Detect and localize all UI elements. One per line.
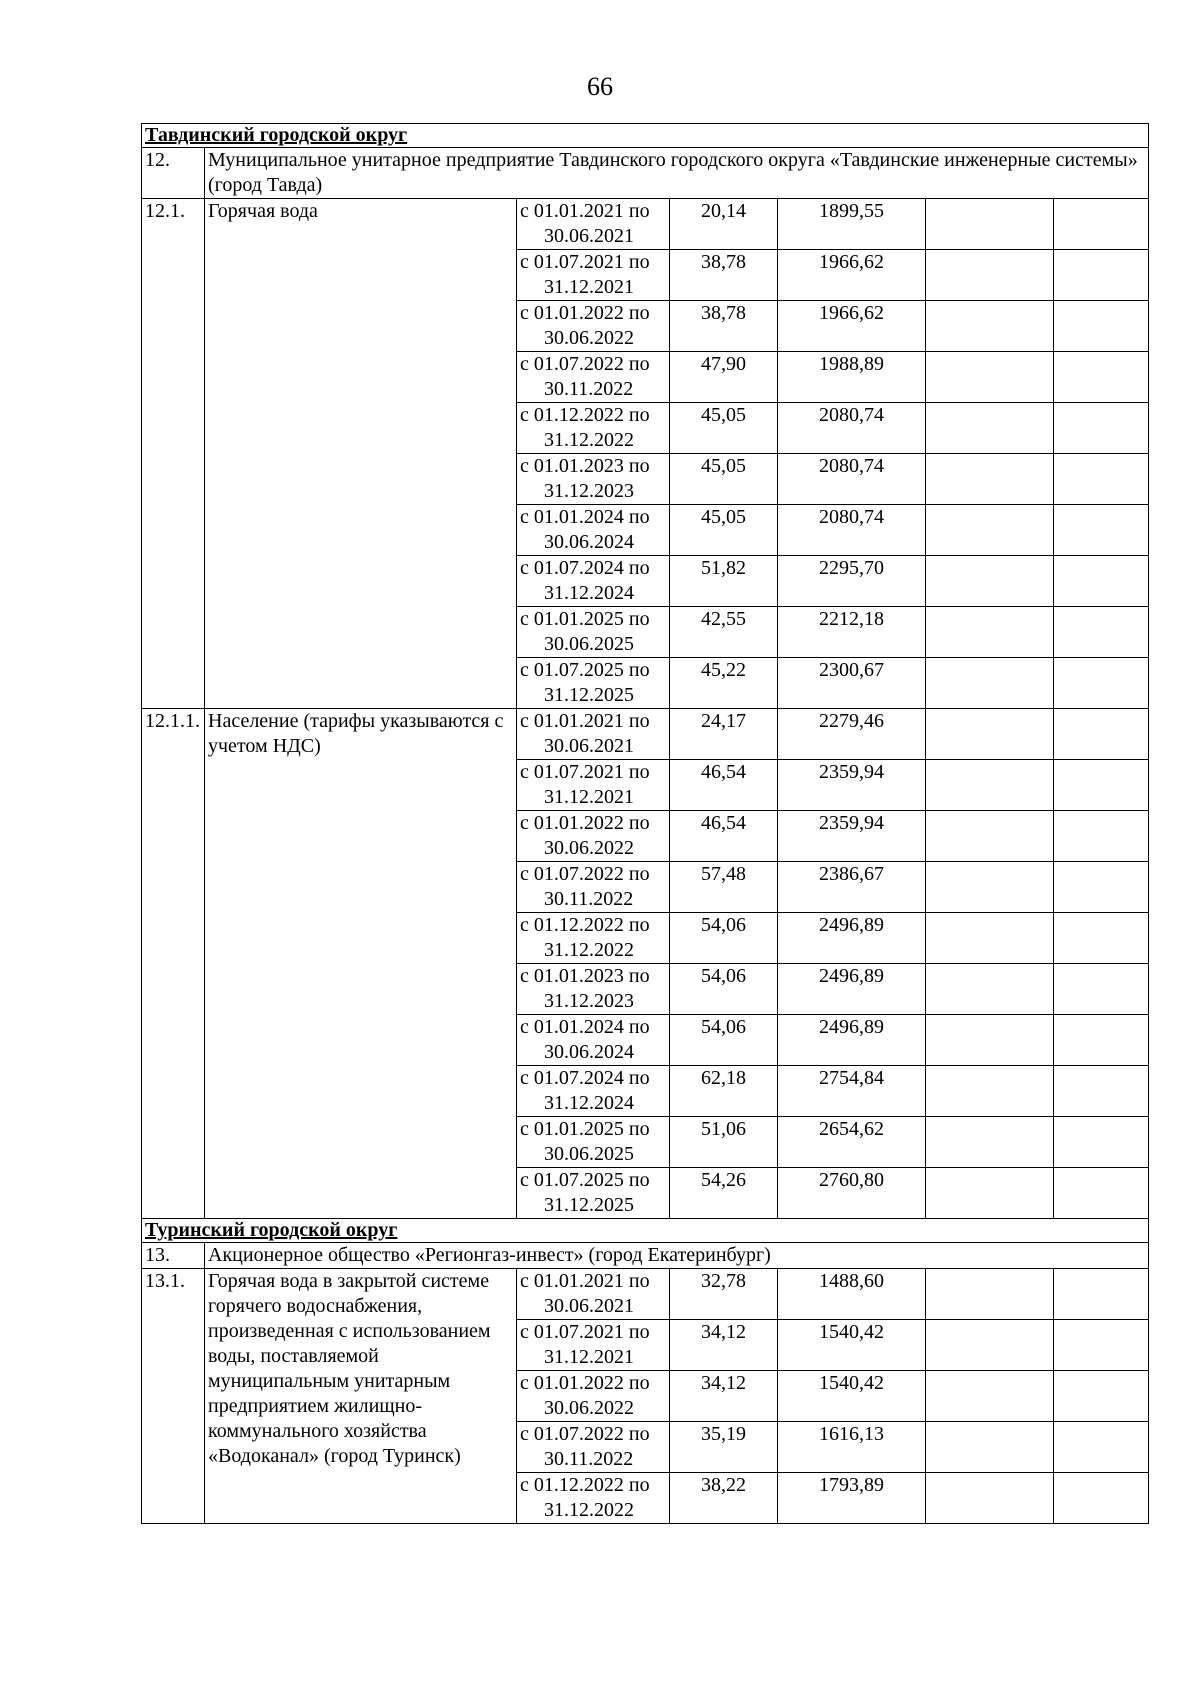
- period-cell: [517, 1117, 670, 1168]
- period-to: 30.06.2022: [544, 837, 634, 859]
- tariff-value-1: 45,05: [670, 505, 778, 556]
- period-cell: [517, 760, 670, 811]
- empty-cell: [926, 811, 1054, 862]
- period-from: с 01.01.2025 по: [520, 608, 650, 630]
- section-header-row: [142, 1219, 1149, 1243]
- tariff-value-2: 1540,42: [778, 1371, 926, 1422]
- empty-cell: [926, 913, 1054, 964]
- period-cell: [517, 913, 670, 964]
- period-cell: [517, 658, 670, 709]
- tariff-value-2: 1988,89: [778, 352, 926, 403]
- tariff-value-1: 54,26: [670, 1168, 778, 1219]
- empty-cell: [926, 1015, 1054, 1066]
- tariff-row: [142, 199, 1149, 250]
- empty-cell: [1054, 1371, 1149, 1422]
- tariff-value-2: 1899,55: [778, 199, 926, 250]
- period-to: 30.06.2022: [544, 1397, 634, 1419]
- empty-cell: [926, 250, 1054, 301]
- period-to: 30.11.2022: [544, 1448, 634, 1470]
- page-number: 66: [587, 72, 613, 101]
- empty-cell: [1054, 862, 1149, 913]
- empty-cell: [926, 403, 1054, 454]
- item-number: 12.1.1.: [142, 709, 205, 1219]
- section-header-row: [142, 124, 1149, 148]
- empty-cell: [1054, 1269, 1149, 1320]
- section-title: Тавдинский городской округ: [142, 124, 1149, 148]
- empty-cell: [926, 607, 1054, 658]
- empty-cell: [926, 1371, 1054, 1422]
- item-name: Население (тарифы указываются с учетом НДС): [205, 709, 517, 1219]
- empty-cell: [1054, 1168, 1149, 1219]
- period-to: 30.06.2024: [544, 531, 634, 553]
- tariff-value-1: 20,14: [670, 199, 778, 250]
- empty-cell: [926, 1473, 1054, 1524]
- tariff-value-1: 57,48: [670, 862, 778, 913]
- empty-cell: [1054, 964, 1149, 1015]
- empty-cell: [1054, 301, 1149, 352]
- tariff-value-1: 34,12: [670, 1320, 778, 1371]
- tariff-value-2: 2496,89: [778, 1015, 926, 1066]
- period-cell: [517, 454, 670, 505]
- section-title: Туринский городской округ: [142, 1219, 1149, 1243]
- tariff-value-2: 2212,18: [778, 607, 926, 658]
- tariff-value-1: 38,78: [670, 250, 778, 301]
- tariff-value-2: 2300,67: [778, 658, 926, 709]
- organization-row: [142, 148, 1149, 199]
- item-number: 13.1.: [142, 1269, 205, 1524]
- tariff-value-1: 45,05: [670, 403, 778, 454]
- tariff-value-2: 2080,74: [778, 454, 926, 505]
- period-to: 30.06.2025: [544, 633, 634, 655]
- tariff-value-2: 2279,46: [778, 709, 926, 760]
- empty-cell: [1054, 250, 1149, 301]
- empty-cell: [1054, 403, 1149, 454]
- tariff-value-1: 46,54: [670, 760, 778, 811]
- organization-number: 13.: [142, 1243, 205, 1269]
- period-to: 31.12.2025: [544, 684, 634, 706]
- tariff-value-1: 34,12: [670, 1371, 778, 1422]
- period-to: 30.06.2024: [544, 1041, 634, 1063]
- empty-cell: [1054, 1473, 1149, 1524]
- period-to: 30.11.2022: [544, 378, 634, 400]
- period-to: 30.06.2021: [544, 225, 634, 247]
- tariff-value-2: 2754,84: [778, 1066, 926, 1117]
- item-name: Горячая вода в закрытой системе горячего водоснабжения, произведенная с использованием воды, поставляемой муниципальным унитарным предприятием жилищно-коммунального хозяйства «Водоканал» (город Туринск): [205, 1269, 517, 1524]
- item-name: Горячая вода: [205, 199, 517, 709]
- tariff-value-2: 2760,80: [778, 1168, 926, 1219]
- tariff-row: [142, 1269, 1149, 1320]
- period-cell: [517, 199, 670, 250]
- period-to: 31.12.2021: [544, 786, 634, 808]
- empty-cell: [926, 760, 1054, 811]
- period-from: с 01.01.2021 по: [520, 1270, 650, 1292]
- empty-cell: [926, 1269, 1054, 1320]
- empty-cell: [926, 1066, 1054, 1117]
- empty-cell: [926, 199, 1054, 250]
- tariff-value-1: 38,22: [670, 1473, 778, 1524]
- period-from: с 01.12.2022 по: [520, 914, 650, 936]
- organization-name: Акционерное общество «Регионгаз-инвест» (город Екатеринбург): [205, 1243, 1149, 1269]
- empty-cell: [1054, 1066, 1149, 1117]
- empty-cell: [926, 1422, 1054, 1473]
- empty-cell: [926, 556, 1054, 607]
- tariff-value-1: 45,05: [670, 454, 778, 505]
- period-to: 31.12.2025: [544, 1194, 634, 1216]
- empty-cell: [1054, 658, 1149, 709]
- tariff-value-1: 54,06: [670, 913, 778, 964]
- tariff-value-2: 2654,62: [778, 1117, 926, 1168]
- period-to: 31.12.2024: [544, 582, 634, 604]
- tariff-value-1: 51,06: [670, 1117, 778, 1168]
- period-to: 31.12.2024: [544, 1092, 634, 1114]
- empty-cell: [1054, 607, 1149, 658]
- period-cell: [517, 505, 670, 556]
- period-from: с 01.07.2025 по: [520, 1169, 650, 1191]
- period-from: с 01.01.2025 по: [520, 1118, 650, 1140]
- period-from: с 01.07.2021 по: [520, 761, 650, 783]
- period-cell: [517, 301, 670, 352]
- tariff-value-1: 47,90: [670, 352, 778, 403]
- tariff-value-2: 1540,42: [778, 1320, 926, 1371]
- period-cell: [517, 1269, 670, 1320]
- empty-cell: [1054, 352, 1149, 403]
- period-to: 31.12.2023: [544, 990, 634, 1012]
- tariff-value-1: 46,54: [670, 811, 778, 862]
- period-from: с 01.07.2022 по: [520, 353, 650, 375]
- period-cell: [517, 1320, 670, 1371]
- empty-cell: [926, 301, 1054, 352]
- period-from: с 01.07.2024 по: [520, 557, 650, 579]
- period-from: с 01.01.2024 по: [520, 1016, 650, 1038]
- empty-cell: [926, 1168, 1054, 1219]
- period-to: 31.12.2022: [544, 939, 634, 961]
- tariff-value-2: 1966,62: [778, 250, 926, 301]
- tariff-value-2: 2295,70: [778, 556, 926, 607]
- tariff-value-1: 62,18: [670, 1066, 778, 1117]
- period-to: 31.12.2021: [544, 276, 634, 298]
- empty-cell: [1054, 199, 1149, 250]
- period-cell: [517, 556, 670, 607]
- period-to: 30.06.2021: [544, 735, 634, 757]
- period-cell: [517, 250, 670, 301]
- period-from: с 01.07.2022 по: [520, 1423, 650, 1445]
- tariff-value-1: 54,06: [670, 964, 778, 1015]
- period-cell: [517, 352, 670, 403]
- item-number: 12.1.: [142, 199, 205, 709]
- empty-cell: [1054, 1422, 1149, 1473]
- period-from: с 01.07.2022 по: [520, 863, 650, 885]
- tariff-row: [142, 709, 1149, 760]
- tariff-value-2: 2359,94: [778, 811, 926, 862]
- empty-cell: [1054, 913, 1149, 964]
- period-cell: [517, 1473, 670, 1524]
- period-from: с 01.01.2021 по: [520, 200, 650, 222]
- period-to: 31.12.2023: [544, 480, 634, 502]
- empty-cell: [926, 862, 1054, 913]
- period-cell: [517, 862, 670, 913]
- tariff-value-2: 1488,60: [778, 1269, 926, 1320]
- period-to: 31.12.2022: [544, 1499, 634, 1521]
- tariff-value-1: 45,22: [670, 658, 778, 709]
- period-cell: [517, 1066, 670, 1117]
- period-from: с 01.01.2023 по: [520, 965, 650, 987]
- empty-cell: [926, 1117, 1054, 1168]
- empty-cell: [1054, 505, 1149, 556]
- period-to: 30.06.2025: [544, 1143, 634, 1165]
- period-from: с 01.07.2021 по: [520, 251, 650, 273]
- period-from: с 01.01.2022 по: [520, 302, 650, 324]
- period-cell: [517, 964, 670, 1015]
- tariff-value-2: 1616,13: [778, 1422, 926, 1473]
- tariff-value-2: 2386,67: [778, 862, 926, 913]
- period-cell: [517, 1168, 670, 1219]
- tariff-table: [141, 123, 1149, 1524]
- period-cell: [517, 811, 670, 862]
- period-to: 30.11.2022: [544, 888, 634, 910]
- tariff-value-1: 42,55: [670, 607, 778, 658]
- empty-cell: [926, 964, 1054, 1015]
- period-from: с 01.01.2024 по: [520, 506, 650, 528]
- tariff-value-1: 38,78: [670, 301, 778, 352]
- empty-cell: [926, 352, 1054, 403]
- empty-cell: [1054, 1015, 1149, 1066]
- tariff-value-2: 2496,89: [778, 964, 926, 1015]
- period-cell: [517, 1015, 670, 1066]
- organization-number: 12.: [142, 148, 205, 199]
- period-cell: [517, 1371, 670, 1422]
- period-cell: [517, 709, 670, 760]
- tariff-value-1: 24,17: [670, 709, 778, 760]
- tariff-value-2: 1966,62: [778, 301, 926, 352]
- tariff-value-1: 32,78: [670, 1269, 778, 1320]
- organization-name: Муниципальное унитарное предприятие Тавдинского городского округа «Тавдинские инженерные системы» (город Тавда): [205, 148, 1149, 199]
- period-from: с 01.12.2022 по: [520, 404, 650, 426]
- period-to: 31.12.2022: [544, 429, 634, 451]
- period-from: с 01.07.2021 по: [520, 1321, 650, 1343]
- period-from: с 01.01.2022 по: [520, 812, 650, 834]
- empty-cell: [1054, 1117, 1149, 1168]
- empty-cell: [1054, 760, 1149, 811]
- empty-cell: [926, 505, 1054, 556]
- tariff-value-1: 51,82: [670, 556, 778, 607]
- tariff-value-2: 2080,74: [778, 505, 926, 556]
- empty-cell: [1054, 811, 1149, 862]
- empty-cell: [926, 658, 1054, 709]
- period-to: 30.06.2021: [544, 1295, 634, 1317]
- period-cell: [517, 403, 670, 454]
- empty-cell: [926, 709, 1054, 760]
- tariff-value-2: 2359,94: [778, 760, 926, 811]
- period-from: с 01.01.2022 по: [520, 1372, 650, 1394]
- period-to: 31.12.2021: [544, 1346, 634, 1368]
- period-from: с 01.07.2024 по: [520, 1067, 650, 1089]
- period-from: с 01.07.2025 по: [520, 659, 650, 681]
- period-cell: [517, 607, 670, 658]
- tariff-value-2: 1793,89: [778, 1473, 926, 1524]
- empty-cell: [1054, 454, 1149, 505]
- organization-row: [142, 1243, 1149, 1269]
- tariff-value-1: 35,19: [670, 1422, 778, 1473]
- period-from: с 01.12.2022 по: [520, 1474, 650, 1496]
- period-cell: [517, 1422, 670, 1473]
- period-from: с 01.01.2021 по: [520, 710, 650, 732]
- empty-cell: [926, 1320, 1054, 1371]
- empty-cell: [1054, 1320, 1149, 1371]
- period-from: с 01.01.2023 по: [520, 455, 650, 477]
- empty-cell: [1054, 709, 1149, 760]
- tariff-value-2: 2496,89: [778, 913, 926, 964]
- empty-cell: [1054, 556, 1149, 607]
- empty-cell: [926, 454, 1054, 505]
- tariff-value-2: 2080,74: [778, 403, 926, 454]
- tariff-table-body: [142, 124, 1149, 1524]
- period-to: 30.06.2022: [544, 327, 634, 349]
- tariff-value-1: 54,06: [670, 1015, 778, 1066]
